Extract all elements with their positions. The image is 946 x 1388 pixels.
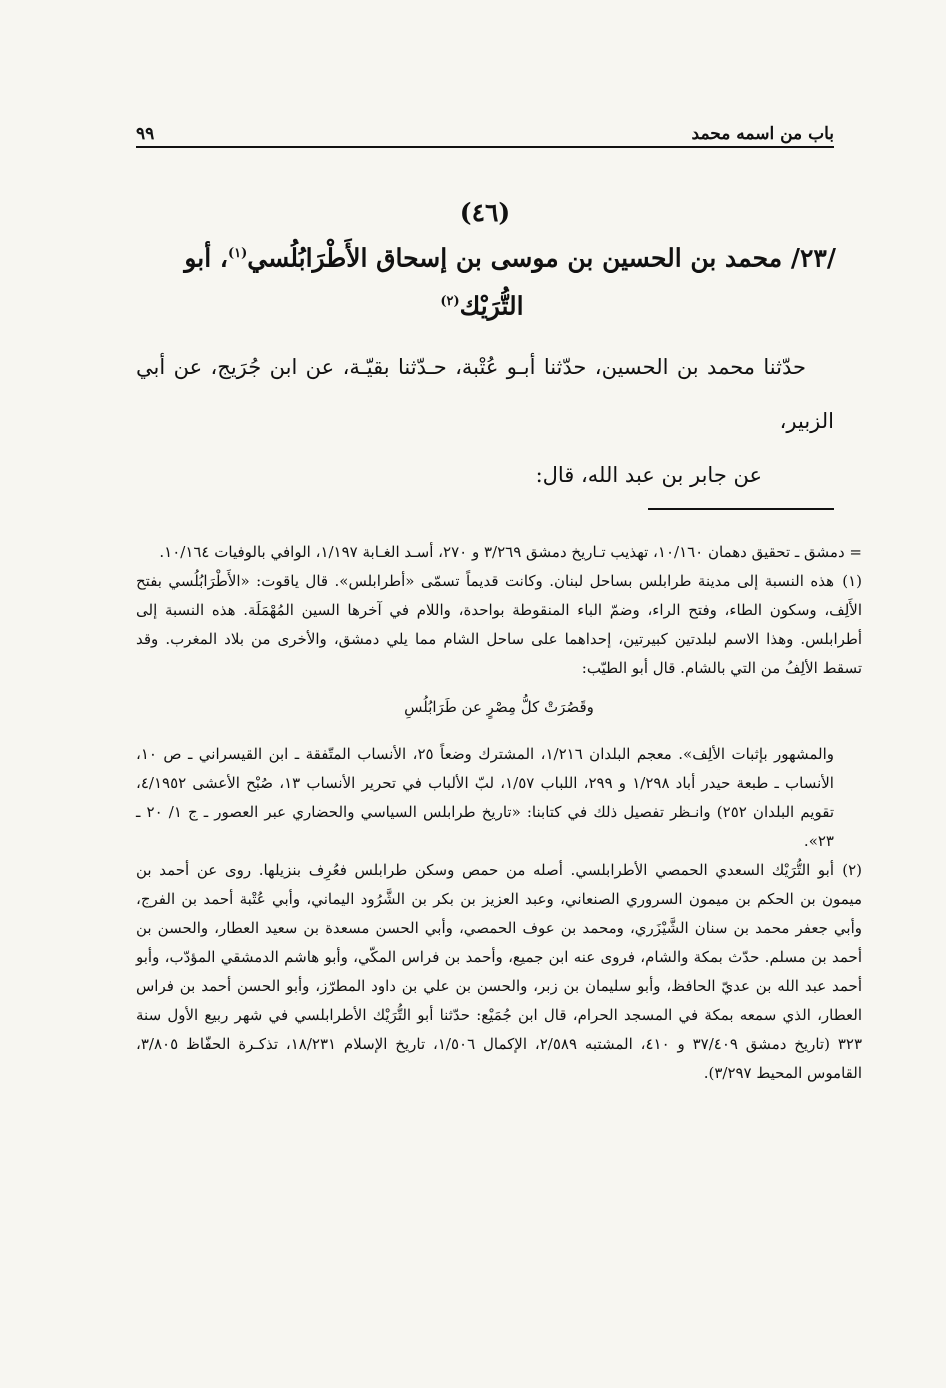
footnotes [136, 538, 862, 1088]
footnote-separator [648, 508, 834, 510]
book-page [136, 0, 862, 1388]
title-line-2 [128, 280, 836, 328]
poetry-verse: وقَصُرَتْ كلُّ مِصْرٍ عن طَرَابُلُسِ [404, 698, 594, 716]
footnote-2-marker: (٢) [842, 861, 862, 879]
header-rule [136, 146, 834, 148]
isnad-text: حدّثنا محمد بن الحسين، حدّثنا أبـو عُتْبة، حـدّثنا بقيّـة، عن ابن جُرَيج، عن أبي الزبير، [136, 355, 834, 433]
entry-title [128, 232, 836, 329]
running-header [136, 112, 834, 144]
hadith-number: (٤٦) [459, 198, 511, 227]
footnote-ref-1: (١) [227, 246, 248, 261]
title-line-1-tail: ، أبو [184, 243, 228, 273]
page-number: ٩٩ [136, 124, 155, 144]
footnote-2-text: أبو التُّرَيْك السعدي الحمصي الأطرابلسي. أصله من حمص وسكن طرابلس فعُرِف بنزيلها. روى عن أحمد بن ميمون بن الحكم بن ميمون السروري الصنعاني، وعبد العزيز بن بكر بن الشَّرُود اليماني، وأبي عُتْبة أحمد بن الفرج، وأبي جعفر محمد بن سنان الشَّيْزَري، ومحمد بن عوف الحمصي، وأبي الحسن مسعدة بن سعيد العطار، والحسن بن أحمد بن مسلم. حدّث بمكة والشام، فروى عنه ابن جميع، وأحمد بن فراس المكّي، وأبو هاشم الدمشقي المؤدّب، وأبو أحمد عبد الله بن عديّ الحافظ، وأبو سليمان بن زبر، والحسن بن علي بن داود المطرّز، وأبو الحسن أحمد بن فراس العطار، الذي سمعه بمكة في المسجد الحرام، قال ابن جُمَيْع: حدّثنا أبو التُّرَيْك الأطرابلسي في شهر ربيع الأول سنة ٣٢٣ (تاريخ دمشق ٣٧/٤٠٩ و ٤١٠، المشتبه ٢/٥٨٩، الإكمال ١/٥٠٦، تاريخ الإسلام ١٨/٢٣١، تذكـرة الحفّاظ ٣/٨٠٥، القاموس المحيط ٣/٢٩٧). [136, 861, 862, 1082]
footnote-1-continued: والمشهور بإثبات الألِف». معجم البلدان ١/٢١٦، المشترك وضعاً ٢٥، الأنساب المتّفقة ـ ابن القيسراني ـ ص ١٠، الأنساب ـ طبعة حيدر أباد ١/٢٩٨ و ٢٩٩، اللباب ١/٥٧، لبّ الألباب في تحرير الأنساب ١٣، صُبْح الأعشى ٤/١٩٥٢، تقويم البلدان ٢٥٢) وانـظر تفصيل ذلك في كتابنا: «تاريخ طرابلس السياسي والحضاري عبر العصور ـ ج ١/ ٢٠ ـ ٢٣». [136, 745, 834, 850]
footnote-1 [136, 567, 862, 683]
footnote-1-text: هذه النسبة إلى مدينة طرابلس بساحل لبنان. وكانت قديماً تسمّى «أطرابلس». قال ياقوت: «الأَطْرَابُلُسي بفتح الأَلِف، وسكون الطاء، وفتح الراء، وضمّ الباء المنقوطة بواحدة، واللام في آخرها السين المُهْمَلَة. هذه النسبة إلى أطرابلس. وهذا الاسم لبلدتين كبيرتين، إحداهما على ساحل الشام مما يلي دمشق، والأخرى من بلاد المغرب. وقد تسقط الألِفُ من التي بالشام. قال أبو الطيّب: [136, 572, 862, 677]
chapter-title: باب من اسمه محمد [691, 124, 834, 144]
footnote-2 [136, 856, 862, 1088]
title-line-1: /٢٣/ محمد بن الحسين بن موسى بن إسحاق الأَطْرَابُلُسي [247, 243, 836, 273]
hadith-body [136, 340, 834, 502]
footnote-1-marker: (١) [842, 572, 862, 590]
footnote-continued: = دمشق ـ تحقيق دهمان ١٠/١٦٠، تهذيب تـاريخ دمشق ٣/٢٦٩ و ٢٧٠، أسـد الغـابة ١/١٩٧، الوافي بالوفيات ١٠/١٦٤. [159, 543, 862, 561]
kunya: التُّرَيْك [459, 291, 524, 321]
matn-intro: عن جابر بن عبد الله، قال: [535, 463, 762, 487]
footnote-ref-2: (٢) [440, 294, 460, 310]
